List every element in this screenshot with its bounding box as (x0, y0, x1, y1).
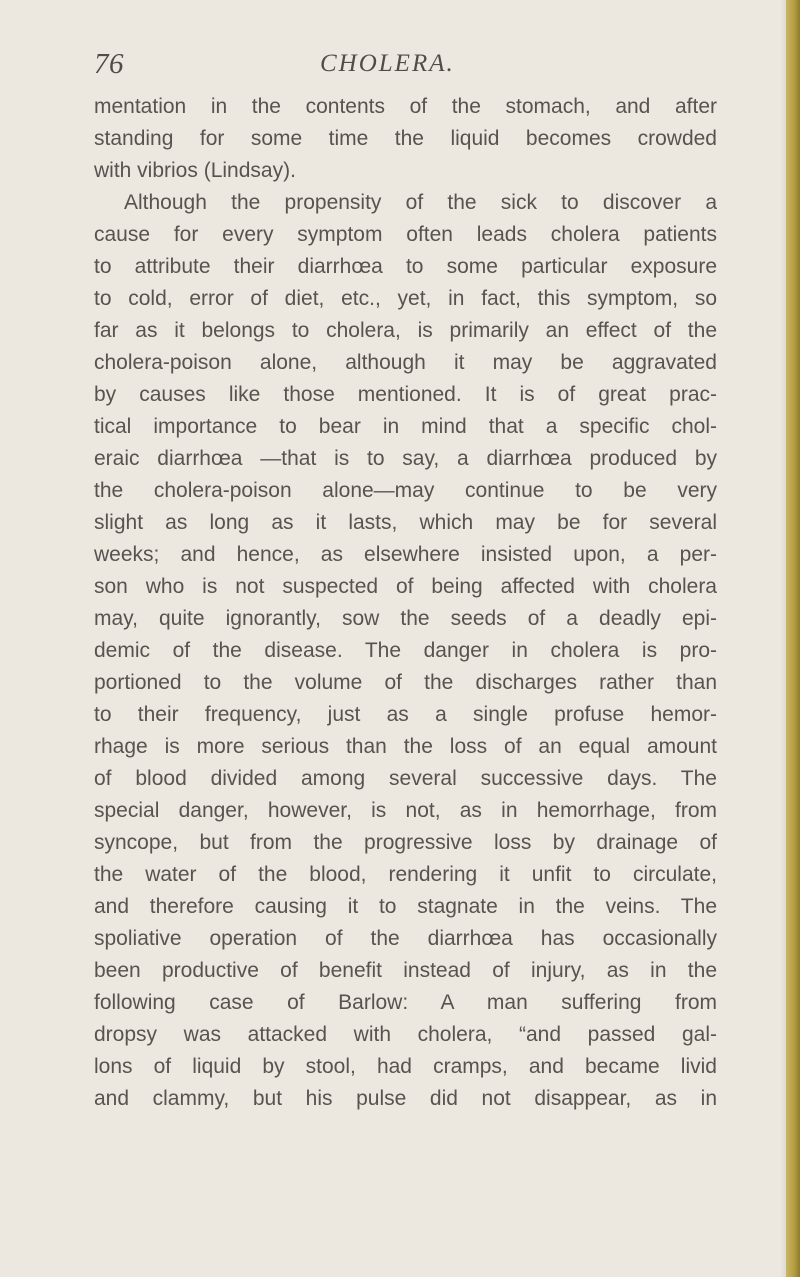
text-line: cause for every symptom often leads cholera patients (94, 223, 717, 246)
text-line: eraic diarrhœa —that is to say, a diarrhœa produced by (94, 447, 717, 470)
text-line: following case of Barlow: A man suffering from (94, 991, 717, 1014)
page-number: 76 (94, 48, 124, 80)
text-line: son who is not suspected of being affected with cholera (94, 575, 717, 598)
text-line: the cholera-poison alone—may continue to be very (94, 479, 717, 502)
text-line: demic of the disease. The danger in cholera is pro- (94, 639, 717, 662)
text-line: by causes like those mentioned. It is of great prac- (94, 383, 717, 406)
page-edge-binding (786, 0, 800, 1277)
text-line: to attribute their diarrhœa to some particular exposure (94, 255, 717, 278)
text-line: tical importance to bear in mind that a specific chol- (94, 415, 717, 438)
text-line: with vibrios (Lindsay). (94, 159, 296, 182)
text-line: far as it belongs to cholera, is primarily an effect of the (94, 319, 717, 342)
text-line: spoliative operation of the diarrhœa has occasionally (94, 927, 717, 950)
text-line: syncope, but from the progressive loss by drainage of (94, 831, 717, 854)
running-title: CHOLERA. (320, 50, 455, 77)
body-text (94, 91, 717, 1115)
text-line: mentation in the contents of the stomach, and after (94, 95, 717, 118)
text-line: and therefore causing it to stagnate in the veins. The (94, 895, 717, 918)
text-line: standing for some time the liquid becomes crowded (94, 127, 717, 150)
text-line: special danger, however, is not, as in hemorrhage, from (94, 799, 717, 822)
text-line: Although the propensity of the sick to discover a (124, 191, 717, 214)
page-header (94, 48, 714, 88)
text-line: slight as long as it lasts, which may be for several (94, 511, 717, 534)
text-line: to their frequency, just as a single profuse hemor- (94, 703, 717, 726)
text-line: lons of liquid by stool, had cramps, and became livid (94, 1055, 717, 1078)
text-line: of blood divided among several successive days. The (94, 767, 717, 790)
text-line: may, quite ignorantly, sow the seeds of a deadly epi- (94, 607, 717, 630)
text-line: been productive of benefit instead of injury, as in the (94, 959, 717, 982)
text-line: weeks; and hence, as elsewhere insisted upon, a per- (94, 543, 717, 566)
text-line: portioned to the volume of the discharges rather than (94, 671, 717, 694)
text-line: cholera-poison alone, although it may be aggravated (94, 351, 717, 374)
text-line: to cold, error of diet, etc., yet, in fact, this symptom, so (94, 287, 717, 310)
text-line: the water of the blood, rendering it unfit to circulate, (94, 863, 717, 886)
text-line: and clammy, but his pulse did not disappear, as in (94, 1087, 717, 1110)
text-line: rhage is more serious than the loss of an equal amount (94, 735, 717, 758)
text-line: dropsy was attacked with cholera, “and passed gal- (94, 1023, 717, 1046)
